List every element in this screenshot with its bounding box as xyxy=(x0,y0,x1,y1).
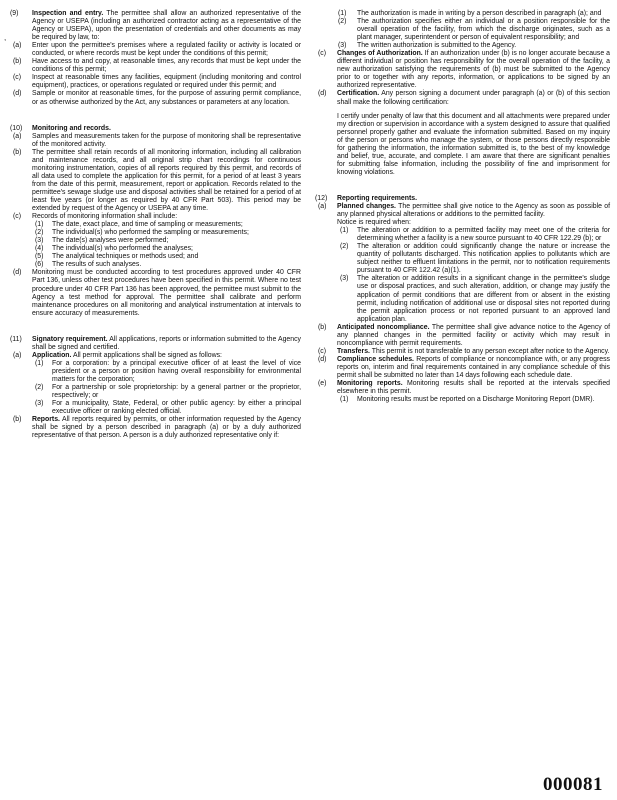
section-number: (9) xyxy=(10,10,19,17)
sub-item-label: (2) xyxy=(35,383,44,391)
right-column xyxy=(315,10,610,404)
item-text: Enter upon the permittee's premises where a regulated facility or activity is located or conducted, or where records must be kept under the conditions of this permit; xyxy=(32,42,301,58)
item-text: The permittee shall give notice to the Agency as soon as possible of any planned physical alterations or additions to the permitted facility. xyxy=(337,202,611,219)
sub-item-label: (1) xyxy=(35,221,44,229)
sub-item-text: The results of such analyses. xyxy=(52,261,142,269)
list-item xyxy=(318,90,610,106)
sub-item-text: Monitoring results must be reported on a Discharge Monitoring Report (DMR). xyxy=(357,396,595,404)
item-text: Any person signing a document under paragraph (a) or (b) of this section shall make the following certification: xyxy=(337,90,610,106)
item-label: (c) xyxy=(13,74,22,82)
sub-item-label: (2) xyxy=(35,229,44,237)
item-text: All reports required by permits, or other information requested by the Agency shall be signed by a person described in paragraph (a) or by a duly authorized representative of that person. A person is a duly authorized representative only if: xyxy=(32,416,301,440)
margin-mark: , xyxy=(4,33,7,42)
item-text: The permittee shall retain records of all monitoring information, including all calibration and maintenance records, and all original strip chart recordings for continuous monitoring instrumentation, copies of all reports required by this permit, and records of all data used to complete the application for this permit, for a period of at least 3 years from the date of this permit, measurement, report or application. Records related to the permittee's sewage sludge use and disposal activities shall be retained for a period of at least five years (or longer as required by 40 CFR Part 503). This period may be extended by request of the Agency or USEPA at any time. xyxy=(32,148,301,213)
item-heading: Planned changes. xyxy=(337,202,396,210)
item-label: (b) xyxy=(13,148,22,156)
sub-item-text: The alteration or addition could significantly change the nature or increase the quantity of pollutants discharged. This notification applies to pollutants which are subject neither to effluent limitations in the permit, nor to notification requirements pursuant to 40 CFR 122.42 (a)(1). xyxy=(357,243,610,275)
sub-item xyxy=(35,237,301,245)
sub-item-text: For a partnership or sole proprietorship: by a general partner or the proprietor, respectively; or xyxy=(52,383,301,400)
list-item xyxy=(13,416,301,440)
item-label: (a) xyxy=(13,351,22,359)
item-label: (c) xyxy=(318,347,327,355)
item-label: (d) xyxy=(318,90,327,98)
list-item xyxy=(318,323,610,348)
sub-item-label: (2) xyxy=(338,18,347,26)
section-number: (10) xyxy=(10,124,23,132)
list-item xyxy=(318,50,611,90)
sub-item-text: For a municipality, State, Federal, or other public agency: by either a principal executive officer or ranking elected official. xyxy=(52,400,301,416)
sub-item-label: (1) xyxy=(338,10,347,17)
list-item xyxy=(318,380,610,404)
list-item xyxy=(13,351,301,416)
sub-item-text: The analytical techniques or methods used; and xyxy=(52,253,199,261)
list-item xyxy=(13,213,301,269)
item-heading: Compliance schedules. xyxy=(337,355,414,363)
sub-item xyxy=(338,42,610,50)
sub-item xyxy=(35,359,301,384)
sub-item-label: (3) xyxy=(338,42,347,50)
list-item xyxy=(13,132,301,149)
item-label: (e) xyxy=(318,380,327,388)
sub-item-text: The alteration or addition results in a significant change in the permittee's sludge use or disposal practices, and such alteration, addition, or change may justify the application of permit conditions that are different from or absent in the existing permit, including notification of additional use or disposal sites not reported during the permit application process or not reported pursuant to an approved land application plan. xyxy=(357,275,610,323)
item-label: (a) xyxy=(318,202,327,210)
sub-item-label: (3) xyxy=(35,400,44,408)
list-item xyxy=(13,90,301,106)
sub-item xyxy=(340,243,610,275)
item-label: (a) xyxy=(13,132,22,140)
sub-item-text: The authorization specifies either an individual or a position responsible for the overall operation of the facility, from which the discharge originates, such as a plant manager, superintendent or person of equivalent responsibility; and xyxy=(357,18,610,42)
sub-item-text: The individual(s) who performed the analyses; xyxy=(52,245,193,253)
sub-item-text: The written authorization is submitted to the Agency. xyxy=(357,42,517,50)
item-text: Sample or monitor at reasonable times, for the purpose of assuring permit compliance, or as otherwise authorized by the Act, any substances or parameters at any location. xyxy=(32,90,301,106)
sub-item xyxy=(340,227,610,243)
sub-item-text: The alteration or addition to a permitted facility may meet one of the criteria for determining whether a facility is a new source pursuant to 40 CFR 122.29 (b); or xyxy=(357,227,610,243)
item-heading: Transfers. xyxy=(337,347,370,355)
item-label: (d) xyxy=(13,90,22,98)
item-label: (d) xyxy=(13,269,22,277)
sub-item xyxy=(35,229,301,237)
sub-item xyxy=(340,396,610,404)
sub-item xyxy=(340,275,610,323)
section-heading: Inspection and entry. xyxy=(32,10,104,17)
item-text: Records of monitoring information shall include: xyxy=(32,213,178,221)
list-item xyxy=(318,355,610,380)
item-label: (d) xyxy=(318,355,327,363)
list-item xyxy=(13,269,301,317)
sub-item-text: The date(s) analyses were performed; xyxy=(52,237,169,245)
item-heading: Monitoring reports. xyxy=(337,380,403,388)
list-item xyxy=(13,42,301,58)
sub-item-label: (1) xyxy=(35,359,44,367)
page-number-stamp: 000081 xyxy=(543,774,603,795)
item-heading: Reports. xyxy=(32,416,60,424)
sub-item-text: The individual(s) who performed the sampling or measurements; xyxy=(52,229,249,237)
section-heading: Monitoring and records. xyxy=(32,124,111,132)
item-text: The permittee shall give advance notice to the Agency of any planned changes in the permitted facility or activity which may result in noncompliance with permit requirements. xyxy=(337,323,610,347)
sub-item-label: (6) xyxy=(35,261,44,269)
sub-item xyxy=(35,221,301,229)
item-heading: Anticipated noncompliance. xyxy=(337,323,430,331)
item-label: (b) xyxy=(13,416,22,424)
section-number: (12) xyxy=(315,194,328,202)
item-text: Inspect at reasonable times any facilities, equipment (including monitoring and control equipment), practices, or operations regulated or required under this permit; and xyxy=(32,74,301,90)
item-label: (c) xyxy=(13,213,22,221)
item-heading: Certification. xyxy=(337,90,380,98)
list-item xyxy=(13,74,301,90)
item-heading: Application. xyxy=(32,351,72,359)
left-column xyxy=(10,10,301,440)
sub-item xyxy=(338,10,610,18)
section-11-signatory-requirement xyxy=(10,336,301,441)
sub-item-text: The date, exact place, and time of sampling or measurements; xyxy=(52,221,243,229)
item-label: (c) xyxy=(318,50,327,58)
certification-statement: I certify under penalty of law that this document and all attachments were prepared under my direction or supervision in accordance with a system designed to assure that qualified personnel properly gather and evaluate the information submitted. Based on my inquiry of the person or persons who manage the system, or those persons directly responsible for gathering the information, the information submitted is, to the best of my knowledge and belief, true, accurate, and complete. I am aware that there are significant penalties for submitting false information, including the possibility of fine and imprisonment for knowing violations. xyxy=(337,112,610,176)
sub-item-text: The authorization is made in writing by a person described in paragraph (a); and xyxy=(357,10,602,17)
sub-item-label: (1) xyxy=(340,396,349,404)
item-label: (a) xyxy=(13,42,22,50)
section-9-inspection-and-entry xyxy=(10,10,301,107)
item-text: Have access to and copy, at reasonable times, any records that must be kept under the conditions of this permit; xyxy=(32,58,301,74)
sub-item-text: For a corporation: by a principal executive officer of at least the level of vice president or a person or position having overall responsibility for environmental matters for the corporation; xyxy=(52,359,301,383)
section-10-monitoring-and-records xyxy=(10,125,301,318)
sub-item xyxy=(35,261,301,269)
sub-item-label: (3) xyxy=(340,275,349,283)
item-text: If an authorization under (b) is no longer accurate because a different individual or position has responsibility for the overall operation of the facility, a new authorization satisfying the requirements of (b) must be submitted to the Agency prior to or together with any reports, information, or applications to be signed by an authorized representative. xyxy=(337,50,611,90)
sub-item xyxy=(35,400,301,416)
sub-item xyxy=(35,245,301,253)
item-text: Monitoring results shall be reported at the intervals specified elsewhere in this permit. xyxy=(337,380,610,396)
section-11-continued xyxy=(315,10,610,177)
item-text: All permit applications shall be signed as follows: xyxy=(72,351,222,359)
section-heading: Reporting requirements. xyxy=(337,194,418,202)
item-text: This permit is not transferable to any person except after notice to the Agency. xyxy=(371,347,610,355)
section-heading: Signatory requirement. xyxy=(32,335,108,343)
item-text: Monitoring must be conducted according to test procedures approved under 40 CFR Part 136, unless other test procedures have been specified in this permit. Where no test procedure under 40 CFR Part 136 has been approved, the permittee must submit to the Agency a test method for approval. The permittee shall calibrate and perform maintenance procedures on all monitoring and analytical instrumentation at intervals to ensure accuracy of measurements. xyxy=(32,269,301,317)
sub-item-label: (4) xyxy=(35,245,44,253)
section-intro: All applications, reports or information submitted to the Agency shall be signed and certified. xyxy=(32,335,301,351)
section-intro: The permittee shall allow an authorized representative of the Agency or USEPA (including an authorized contractor acting as a representative of the Agency or USEPA), upon the presentation of credentials and other documents as may be required by law, to: xyxy=(32,10,301,42)
sub-item-label: (2) xyxy=(340,243,349,251)
list-item xyxy=(13,58,301,74)
sub-item xyxy=(338,18,610,42)
sub-item-label: (1) xyxy=(340,227,349,235)
sub-item xyxy=(35,383,301,400)
sub-item xyxy=(35,253,301,261)
item-text: Samples and measurements taken for the purpose of monitoring shall be representative of the monitored activity. xyxy=(32,132,301,148)
item-label: (b) xyxy=(13,58,22,66)
section-12-reporting-requirements xyxy=(315,195,610,404)
item-heading: Changes of Authorization. xyxy=(337,50,423,58)
list-item xyxy=(318,347,610,356)
sub-item-label: (5) xyxy=(35,253,44,261)
section-number: (11) xyxy=(10,335,22,343)
notice-line: Notice is required when: xyxy=(337,219,411,227)
item-text: Reports of compliance or noncompliance with, or any progress reports on, interim and final requirements contained in any compliance schedule of this permit shall be submitted no later than 14 days following each schedule date. xyxy=(337,355,610,379)
sub-item-label: (3) xyxy=(35,237,44,245)
list-item xyxy=(13,148,301,213)
item-label: (b) xyxy=(318,323,327,331)
list-item xyxy=(318,202,611,324)
